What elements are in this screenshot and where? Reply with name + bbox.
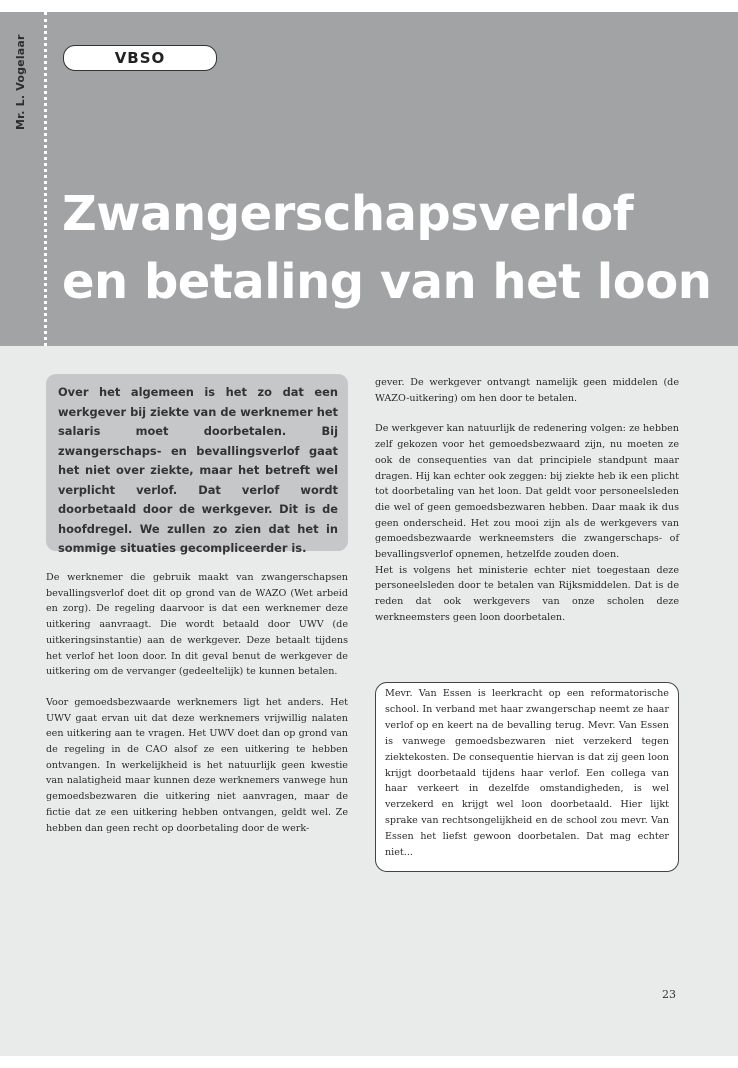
author-name: Mr. L. Vogelaar [14,34,27,130]
right-paragraph-2: De werkgever kan natuurlijk de redenering volgen: ze hebben zelf gekozen voor het gemoedsbezwaard zijn, nu moeten ze ook de consequenties van dat principiele standpunt maar dragen. Hij kan echter ook zeggen: bij ziekte heb ik een plicht tot doorbetaling van het loon. Dat geldt voor personeelsleden die wel of geen gemoedsbezwaren hebben. Daar maak ik dus geen onderscheid. Het zou mooi zijn als de werkgevers van gemoedsbezwaarde werkneemsters die zwangerschaps- of bevallingsverlof opnemen, hetzelfde zouden doen. [375,423,679,561]
article-title [62,180,722,316]
title-line-1: Zwangerschapsverlof [62,186,634,242]
intro-box: Over het algemeen is het zo dat een werkgever bij ziekte van de werknemer het salaris moet doorbetalen. Bij zwangerschaps- en bevallingsverlof gaat het niet over ziekte, maar het betreft wel verplicht verlof. Dat verlof wordt doorbetaald door de werkgever. Dit is de hoofdregel. We zullen zo zien dat het in sommige situaties gecompliceerder is. [46,374,348,551]
left-paragraph-2: Voor gemoedsbezwaarde werknemers ligt het anders. Het UWV gaat ervan uit dat deze werknemers vrijwillig nalaten een uitkering aan te vragen. Het UWV doet dan op grond van de regeling in de CAO alsof ze een uitkering te hebben ontvangen. In werkelijkheid is het natuurlijk geen kwestie van nalatigheid maar kunnen deze werknemers vanwege hun gemoedsbezwaren die uitkering niet aanvragen, maar de fictie dat ze een uitkering hebben ontvangen, geldt wel. Ze hebben dan geen recht op doorbetaling door de werk- [46,696,348,834]
right-paragraph-3: Het is volgens het ministerie echter niet toegestaan deze personeelsleden door te betalen van Rijksmiddelen. Dat is de reden dat ook werkgevers van onze scholen deze werkneemsters geen loon doorbetalen. [375,564,679,623]
right-paragraph-1: gever. De werkgever ontvangt namelijk geen middelen (de WAZO-uitkering) om hen door te betalen. [375,377,679,404]
dotted-divider [44,12,47,346]
page-number: 23 [662,988,676,1001]
left-column [46,570,348,836]
right-column [375,375,679,626]
left-paragraph-1: De werknemer die gebruik maakt van zwangerschapsen bevallingsverlof doet dit op grond van de WAZO (Wet arbeid en zorg). De regeling daarvoor is dat een werknemer deze uitkering aanvraagt. Die wordt betaald door UWV (de uitkeringsinstantie) aan de werkgever. Deze betaalt tijdens het verlof het loon door. In dit geval benut de werkgever de uitkering om de vervanger (gedeeltelijk) te kunnen betalen. [46,572,348,678]
title-line-2: en betaling van het loon [62,254,712,310]
case-example-box: Mevr. Van Essen is leerkracht op een reformatorische school. In verband met haar zwangerschap neemt ze haar verlof op en keert na de bevalling terug. Mevr. Van Essen is vanwege gemoedsbezwaren niet verzekerd tegen ziektekosten. De consequentie hiervan is dat zij geen loon krijgt doorbetaald tijdens haar verlof. Een collega van haar verkeert in dezelfde omstandigheden, is wel verzekerd en krijgt wel loon doorbetaald. Hier lijkt sprake van rechtsongelijkheid en de school zou mevr. Van Essen het liefst gewoon doorbetalen. Dat mag echter niet... [375,682,679,872]
section-tag: VBSO [63,45,217,71]
